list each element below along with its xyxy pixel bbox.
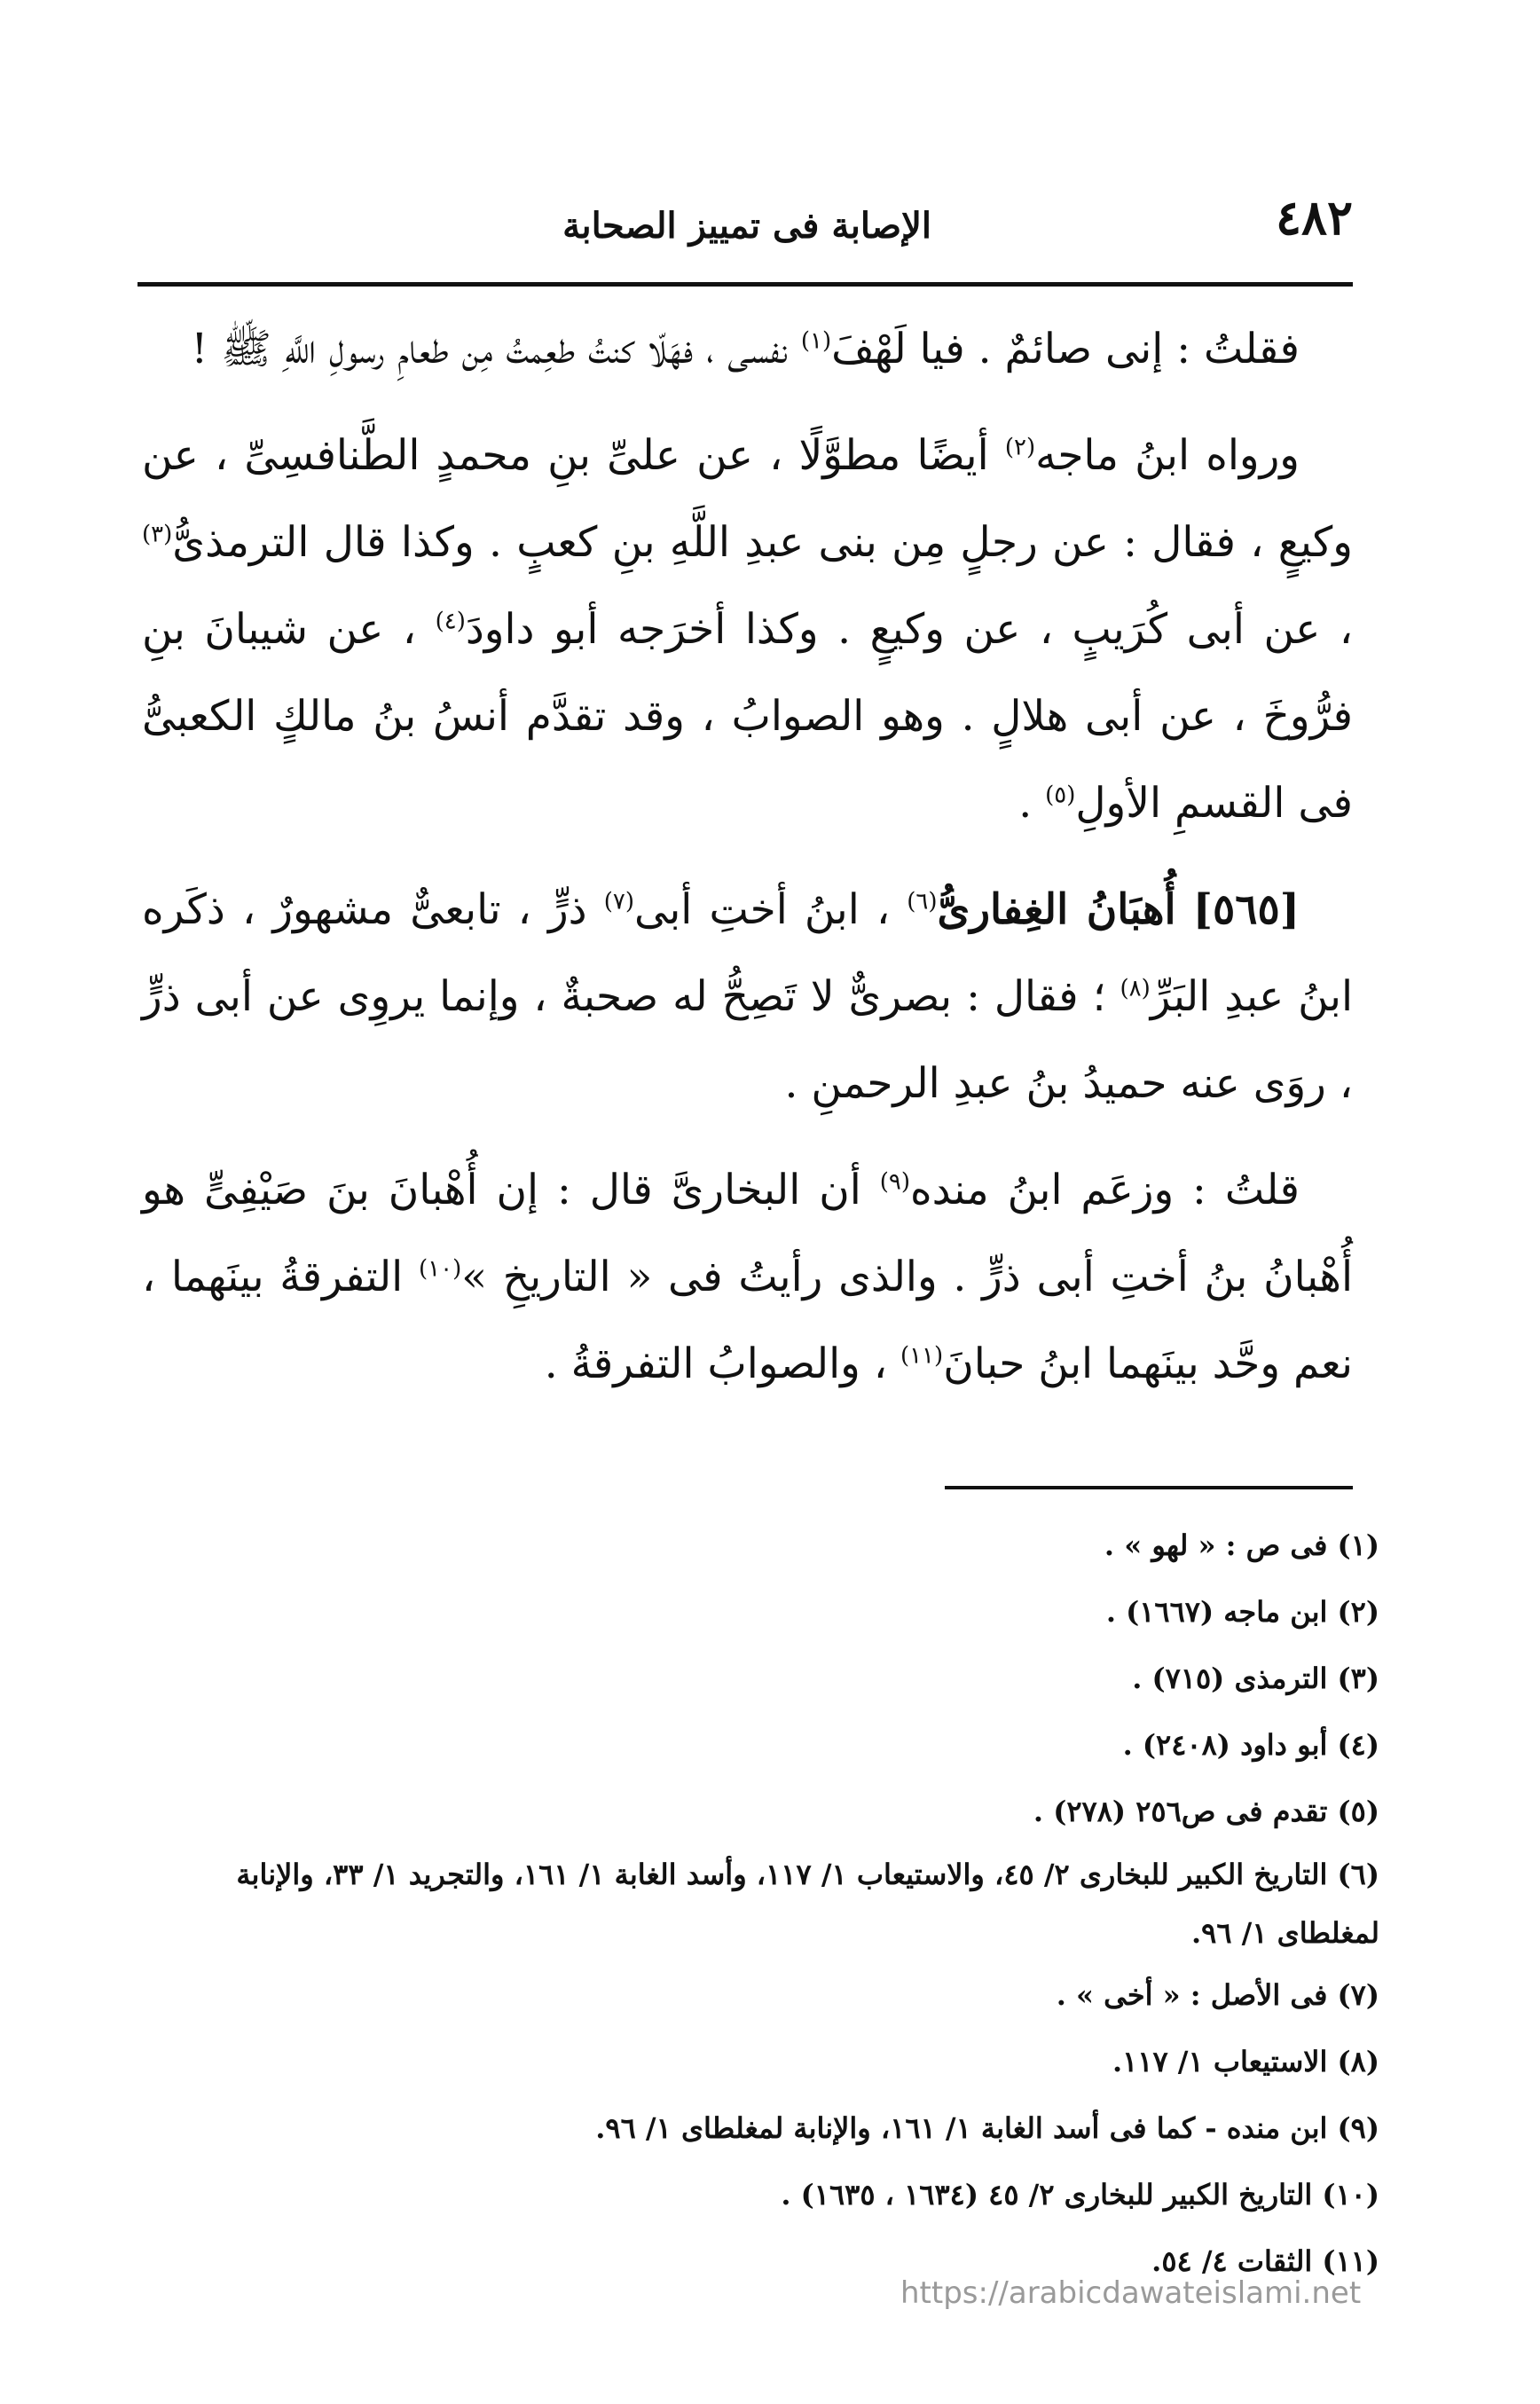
text-run: أن البخارىَّ قال : إن أُهْبانَ بنَ صَيْفِىٍّ هو أُهْبانُ بنُ أختِ أبى ذرٍّ . والذى رأيتُ فى « التاريخِ » [142,1166,1354,1301]
paragraph-2 [142,412,1353,847]
page-title: الإصابة فى تمييز الصحابة [562,205,931,247]
footnote-ref-2: (٢) [1004,434,1036,461]
entry-name: أُهبَانُ الغِفارىُّ [937,885,1176,934]
footnote-1: (١) فى ص : « لهو » . [1104,1528,1379,1562]
footnote-ref-5: (٥) [1045,782,1076,809]
footnote-rule [945,1486,1353,1489]
footnote-6: (٦) التاريخ الكبير للبخارى ٢/ ٤٥، والاستيعاب ١/ ١١٧، وأسد الغابة ١/ ١٦١، والتجريد ١/ ٣٣، والإنابة لمغلطاى ١/ ٩٦. [236,1858,1379,1950]
text-run: ، عن أبى كُرَيبٍ ، عن وكيعٍ . وكذا أخرَجه أبو داودَ [465,605,1353,654]
entry-number: [٥٦٥] [1192,885,1300,934]
footnote-ref-11: (١١) [900,1342,944,1370]
footnote-ref-10: (١٠) [418,1255,462,1283]
footnotes [142,1512,1379,2295]
text-run: ورواه ابنُ ماجه [1035,431,1300,480]
footnote-ref-4: (٤) [435,608,466,635]
paragraph-1 [142,306,1353,393]
footnote-11: (١١) الثقات ٤/ ٥٤. [1151,2244,1379,2278]
paragraph-4 [142,1147,1353,1408]
footnote-ref-8: (٨) [1120,975,1151,1002]
header-rule [138,282,1353,287]
text-run: ، والصوابُ التفرقةُ . [544,1339,900,1388]
text-run: . [1018,779,1046,828]
footnote-ref-9: (٩) [879,1168,911,1196]
footnote-4: (٤) أبو داود (٢٤٠٨) . [1122,1728,1379,1762]
text-run: أيضًا مطوَّلًا ، عن علىِّ بنِ محمدٍ الطَّنافسِىِّ ، عن وكيعٍ ، فقال : عن رجلٍ مِن بنى عبدِ اللَّهِ بنِ كعبٍ . وكذا قال الترمذىُّ [142,431,1353,567]
running-head [138,182,1353,271]
footnote-ref-6: (٦) [907,888,938,915]
footnote-5: (٥) تقدم فى ص٢٥٦ (٢٧٨) . [1033,1795,1379,1828]
footnote-9: (٩) ابن منده - كما فى أسد الغابة ١/ ١٦١، والإنابة لمغلطاى ١/ ٩٦. [595,2111,1379,2145]
footnote-2: (٢) ابن ماجه (١٦٦٧) . [1105,1595,1379,1629]
footnote-7: (٧) فى الأصل : « أخى » . [1056,1978,1379,2012]
text-run: ، عن شيبانَ بنِ فرُّوخَ ، عن أبى هلالٍ . وهو الصوابُ ، وقد تقدَّم أنسُ بنُ مالكٍ الكعبىُّ فى القسمِ الأولِ [142,605,1353,828]
footnote-ref-7: (٧) [603,888,635,915]
entry-565 [142,867,1353,1127]
text-run: ذرٍّ ، تابعىٌّ مشهورٌ ، ذكَره ابنُ عبدِ البَرِّ [142,885,1354,1021]
footnote-ref-3: (٣) [142,521,173,548]
body-text [142,306,1353,1427]
text-run: فقلتُ : إنى صائمٌ . فيا لَهْفَ [831,325,1300,373]
footnote-3: (٣) الترمذى (٧١٥) . [1132,1662,1379,1695]
footnote-ref-1: (١) [800,327,832,355]
text-run: ؛ فقال : بصرىٌّ لا تَصِحُّ له صحبةٌ ، وإنما يروِى عن أبى ذرٍّ ، روَى عنه حميدُ بنُ عبدِ الرحمنِ . [142,972,1353,1108]
footnote-10: (١٠) التاريخ الكبير للبخارى ٢/ ٤٥ (١٦٣٤ ، ١٦٣٥) . [781,2178,1379,2212]
text-run: قلتُ : وزعَم ابنُ منده [910,1166,1300,1214]
text-run: التفرقةُ بينَهما ، نعم وحَّد بينَهما ابنُ حبانَ [142,1253,1353,1388]
text-run: ، ابنُ أختِ أبى [634,885,908,934]
page-number: ٤٨٢ [1275,189,1353,246]
text-run: نفسى ، فهَلّا كنتُ طعِمتُ مِن طعامِ رسولِ اللَّهِ ﷺ ! [191,325,801,373]
footnote-8: (٨) الاستيعاب ١/ ١١٧. [1112,2045,1379,2078]
watermark-url: https://arabicdawateislami.net [900,2275,1362,2311]
